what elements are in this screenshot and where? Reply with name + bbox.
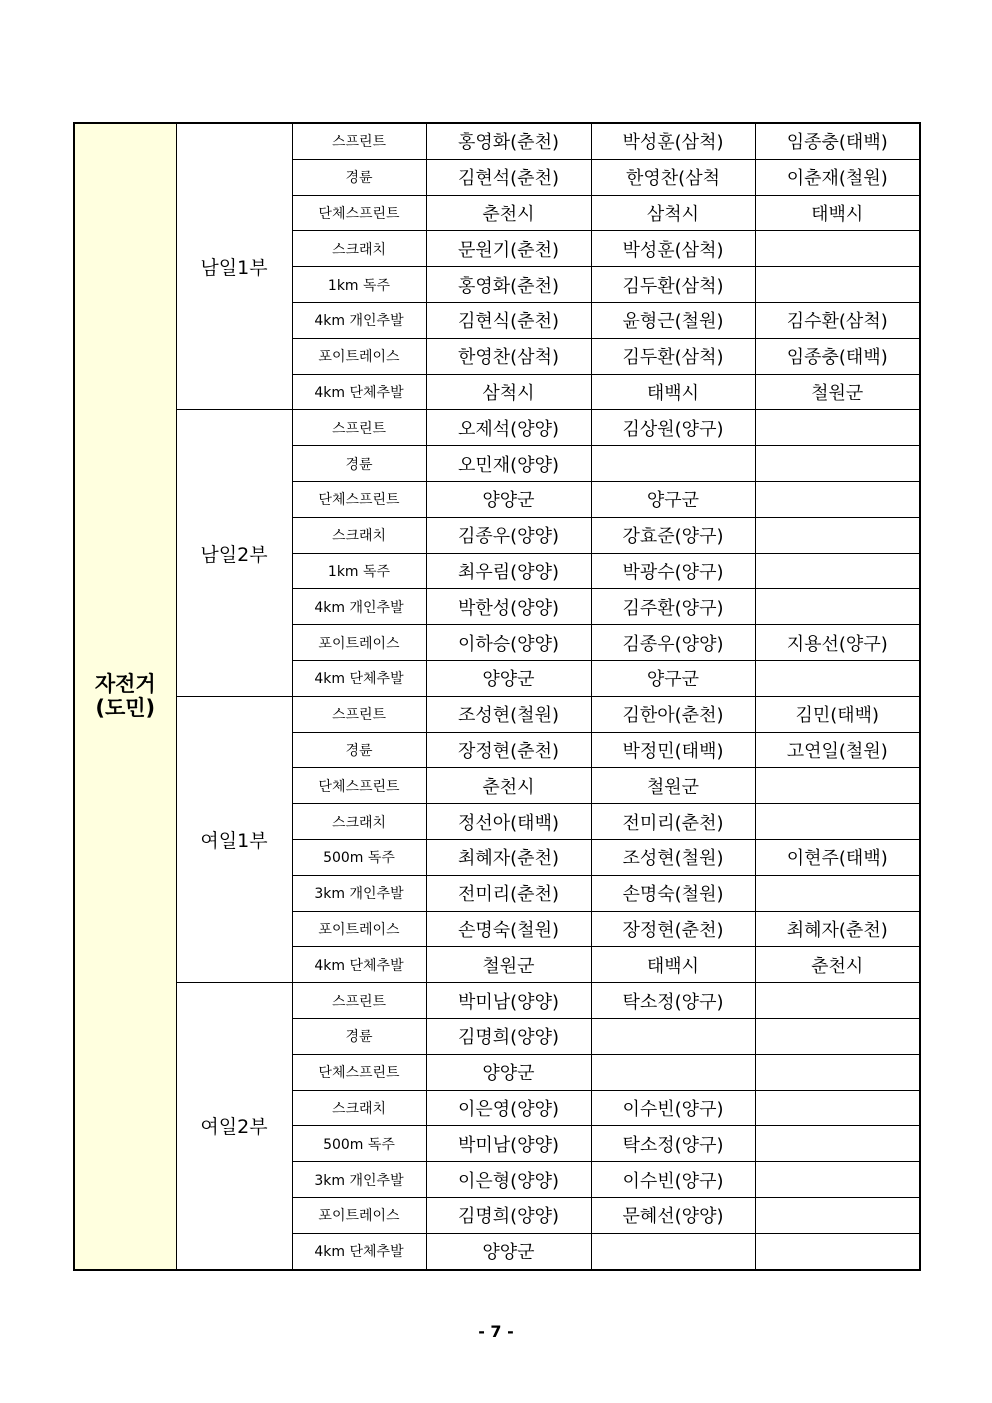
second-place-cell: 김한아(춘천) (591, 696, 755, 732)
result-row (74, 983, 920, 1019)
first-place-cell: 이은영(양양) (426, 1090, 591, 1126)
first-place-cell: 오제석(양양) (426, 410, 591, 446)
event-cell: 스프린트 (292, 983, 426, 1019)
event-cell: 3km 개인추발 (292, 875, 426, 911)
second-place-cell: 이수빈(양구) (591, 1162, 755, 1198)
event-cell: 1km 독주 (292, 553, 426, 589)
first-place-cell: 정선아(태백) (426, 804, 591, 840)
event-cell: 경륜 (292, 446, 426, 482)
second-place-cell: 윤형근(철원) (591, 302, 755, 338)
third-place-cell (755, 446, 920, 482)
first-place-cell: 박한성(양양) (426, 589, 591, 625)
first-place-cell: 이은형(양양) (426, 1162, 591, 1198)
result-row (74, 410, 920, 446)
event-cell: 4km 단체추발 (292, 660, 426, 696)
first-place-cell: 전미리(춘천) (426, 875, 591, 911)
first-place-cell: 삼척시 (426, 374, 591, 410)
event-cell: 스크래치 (292, 1090, 426, 1126)
second-place-cell (591, 1054, 755, 1090)
event-cell: 포이트레이스 (292, 911, 426, 947)
third-place-cell (755, 983, 920, 1019)
first-place-cell: 김현식(춘천) (426, 302, 591, 338)
first-place-cell: 이하승(양양) (426, 625, 591, 661)
second-place-cell: 김주환(양구) (591, 589, 755, 625)
third-place-cell (755, 1090, 920, 1126)
first-place-cell: 김명희(양양) (426, 1018, 591, 1054)
third-place-cell: 춘천시 (755, 947, 920, 983)
first-place-cell: 김명희(양양) (426, 1197, 591, 1233)
first-place-cell: 홍영화(춘천) (426, 123, 591, 159)
third-place-cell: 고연일(철원) (755, 732, 920, 768)
first-place-cell: 오민재(양양) (426, 446, 591, 482)
division-cell: 여일1부 (176, 696, 292, 982)
sport-category: (도민) (95, 696, 156, 721)
second-place-cell: 박성훈(삼척) (591, 123, 755, 159)
sport-name: 자전거 (94, 672, 156, 697)
first-place-cell: 양양군 (426, 1233, 591, 1269)
third-place-cell (755, 660, 920, 696)
third-place-cell: 지용선(양구) (755, 625, 920, 661)
first-place-cell: 한영찬(삼척) (426, 338, 591, 374)
third-place-cell: 이현주(태백) (755, 839, 920, 875)
first-place-cell: 철원군 (426, 947, 591, 983)
third-place-cell (755, 517, 920, 553)
third-place-cell: 이춘재(철원) (755, 159, 920, 195)
third-place-cell: 태백시 (755, 195, 920, 231)
event-cell: 단체스프린트 (292, 195, 426, 231)
event-cell: 스프린트 (292, 696, 426, 732)
event-cell: 스크래치 (292, 517, 426, 553)
second-place-cell: 전미리(춘천) (591, 804, 755, 840)
second-place-cell: 태백시 (591, 374, 755, 410)
second-place-cell: 한영찬(삼척 (591, 159, 755, 195)
second-place-cell: 손명숙(철원) (591, 875, 755, 911)
third-place-cell: 최혜자(춘천) (755, 911, 920, 947)
event-cell: 1km 독주 (292, 267, 426, 303)
event-cell: 단체스프린트 (292, 1054, 426, 1090)
third-place-cell (755, 1018, 920, 1054)
results-table (73, 122, 921, 1271)
third-place-cell: 철원군 (755, 374, 920, 410)
event-cell: 포이트레이스 (292, 625, 426, 661)
third-place-cell (755, 1162, 920, 1198)
division-cell: 여일2부 (176, 983, 292, 1270)
second-place-cell: 이수빈(양구) (591, 1090, 755, 1126)
second-place-cell: 양구군 (591, 481, 755, 517)
second-place-cell: 김상원(양구) (591, 410, 755, 446)
third-place-cell (755, 553, 920, 589)
event-cell: 단체스프린트 (292, 768, 426, 804)
event-cell: 3km 개인추발 (292, 1162, 426, 1198)
third-place-cell (755, 1126, 920, 1162)
result-row (74, 123, 920, 159)
page-number: - 7 - (478, 1322, 514, 1341)
third-place-cell (755, 589, 920, 625)
event-cell: 4km 단체추발 (292, 1233, 426, 1269)
second-place-cell (591, 1018, 755, 1054)
second-place-cell: 김두환(삼척) (591, 267, 755, 303)
first-place-cell: 홍영화(춘천) (426, 267, 591, 303)
second-place-cell: 박성훈(삼척) (591, 231, 755, 267)
second-place-cell: 조성현(철원) (591, 839, 755, 875)
first-place-cell: 양양군 (426, 481, 591, 517)
third-place-cell (755, 804, 920, 840)
third-place-cell: 임종충(태백) (755, 338, 920, 374)
second-place-cell (591, 446, 755, 482)
first-place-cell: 춘천시 (426, 195, 591, 231)
first-place-cell: 양양군 (426, 660, 591, 696)
second-place-cell: 장정현(춘천) (591, 911, 755, 947)
first-place-cell: 손명숙(철원) (426, 911, 591, 947)
third-place-cell: 임종충(태백) (755, 123, 920, 159)
sport-cell (74, 123, 176, 1270)
first-place-cell: 장정현(춘천) (426, 732, 591, 768)
first-place-cell: 박미남(양양) (426, 983, 591, 1019)
second-place-cell: 박정민(태백) (591, 732, 755, 768)
second-place-cell: 박광수(양구) (591, 553, 755, 589)
event-cell: 경륜 (292, 1018, 426, 1054)
third-place-cell (755, 1197, 920, 1233)
third-place-cell (755, 768, 920, 804)
second-place-cell: 문혜선(양양) (591, 1197, 755, 1233)
third-place-cell (755, 1054, 920, 1090)
event-cell: 4km 단체추발 (292, 947, 426, 983)
first-place-cell: 최혜자(춘천) (426, 839, 591, 875)
event-cell: 스크래치 (292, 804, 426, 840)
result-row (74, 696, 920, 732)
event-cell: 스크래치 (292, 231, 426, 267)
event-cell: 스프린트 (292, 123, 426, 159)
event-cell: 포이트레이스 (292, 1197, 426, 1233)
event-cell: 4km 단체추발 (292, 374, 426, 410)
third-place-cell (755, 1233, 920, 1269)
event-cell: 500m 독주 (292, 839, 426, 875)
event-cell: 포이트레이스 (292, 338, 426, 374)
event-cell: 단체스프린트 (292, 481, 426, 517)
event-cell: 스프린트 (292, 410, 426, 446)
event-cell: 4km 개인추발 (292, 589, 426, 625)
division-cell: 남일1부 (176, 123, 292, 410)
event-cell: 4km 개인추발 (292, 302, 426, 338)
second-place-cell: 탁소정(양구) (591, 1126, 755, 1162)
second-place-cell: 탁소정(양구) (591, 983, 755, 1019)
second-place-cell: 김종우(양양) (591, 625, 755, 661)
third-place-cell (755, 267, 920, 303)
first-place-cell: 김현석(춘천) (426, 159, 591, 195)
first-place-cell: 김종우(양양) (426, 517, 591, 553)
second-place-cell: 태백시 (591, 947, 755, 983)
third-place-cell (755, 875, 920, 911)
division-cell: 남일2부 (176, 410, 292, 696)
first-place-cell: 박미남(양양) (426, 1126, 591, 1162)
first-place-cell: 양양군 (426, 1054, 591, 1090)
third-place-cell: 김민(태백) (755, 696, 920, 732)
second-place-cell: 강효준(양구) (591, 517, 755, 553)
results-table-body (74, 123, 920, 1270)
event-cell: 500m 독주 (292, 1126, 426, 1162)
second-place-cell: 김두환(삼척) (591, 338, 755, 374)
second-place-cell: 양구군 (591, 660, 755, 696)
second-place-cell: 삼척시 (591, 195, 755, 231)
second-place-cell (591, 1233, 755, 1269)
third-place-cell: 김수환(삼척) (755, 302, 920, 338)
first-place-cell: 최우림(양양) (426, 553, 591, 589)
first-place-cell: 조성현(철원) (426, 696, 591, 732)
first-place-cell: 춘천시 (426, 768, 591, 804)
event-cell: 경륜 (292, 732, 426, 768)
second-place-cell: 철원군 (591, 768, 755, 804)
event-cell: 경륜 (292, 159, 426, 195)
first-place-cell: 문원기(춘천) (426, 231, 591, 267)
third-place-cell (755, 481, 920, 517)
third-place-cell (755, 410, 920, 446)
third-place-cell (755, 231, 920, 267)
